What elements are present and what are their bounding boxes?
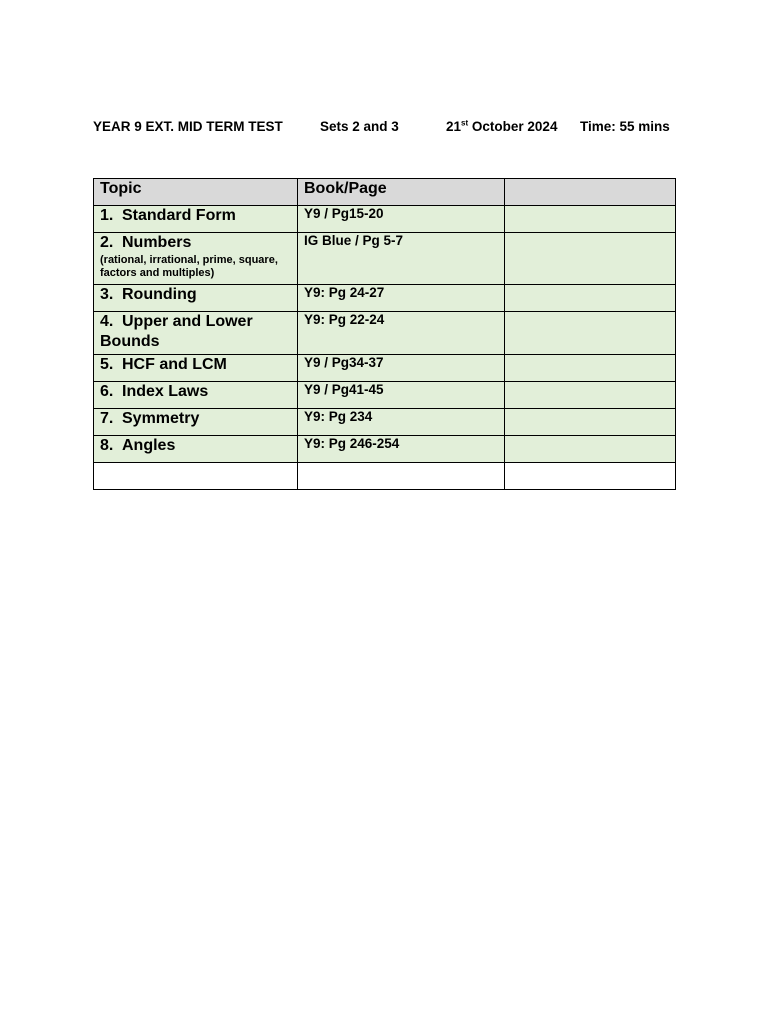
empty-cell xyxy=(505,436,676,463)
table-header-row xyxy=(94,179,676,206)
date-rest: October 2024 xyxy=(468,119,558,134)
topic-cell xyxy=(94,285,298,312)
topic-number: 3. xyxy=(100,286,114,303)
test-time: Time: 55 mins xyxy=(580,119,670,134)
column-header-book-page: Book/Page xyxy=(298,179,505,206)
empty-cell xyxy=(505,463,676,490)
topic-cell xyxy=(94,312,298,355)
test-date xyxy=(446,119,557,134)
date-suffix: st xyxy=(461,118,469,128)
empty-cell xyxy=(505,355,676,382)
book-page-cell: Y9: Pg 234 xyxy=(298,409,505,436)
table-row xyxy=(94,285,676,312)
empty-cell xyxy=(505,312,676,355)
book-page-cell: IG Blue / Pg 5-7 xyxy=(298,233,505,285)
topic-number: 5. xyxy=(100,356,114,373)
topic-name: Angles xyxy=(122,437,176,454)
test-sets: Sets 2 and 3 xyxy=(320,119,399,134)
empty-cell xyxy=(505,285,676,312)
topic-number: 2. xyxy=(100,234,114,251)
topic-cell xyxy=(94,382,298,409)
topic-name: Rounding xyxy=(122,286,197,303)
topic-number: 8. xyxy=(100,437,114,454)
table-row xyxy=(94,312,676,355)
book-page-cell: Y9 / Pg34-37 xyxy=(298,355,505,382)
topics-table xyxy=(93,178,676,490)
book-page-cell: Y9: Pg 24-27 xyxy=(298,285,505,312)
empty-cell xyxy=(505,206,676,233)
table-row xyxy=(94,206,676,233)
topic-number: 7. xyxy=(100,410,114,427)
topic-name: Index Laws xyxy=(122,383,209,400)
table-row xyxy=(94,382,676,409)
topic-cell xyxy=(94,409,298,436)
empty-cell xyxy=(505,233,676,285)
topic-name: Numbers xyxy=(122,234,192,251)
empty-cell xyxy=(505,409,676,436)
topic-cell xyxy=(94,355,298,382)
test-title: YEAR 9 EXT. MID TERM TEST xyxy=(93,119,283,134)
table-row xyxy=(94,233,676,285)
topic-cell xyxy=(94,436,298,463)
column-header-topic: Topic xyxy=(94,179,298,206)
table-row xyxy=(94,436,676,463)
topic-cell xyxy=(94,206,298,233)
book-page-cell: Y9: Pg 22-24 xyxy=(298,312,505,355)
table-row xyxy=(94,409,676,436)
book-page-cell: Y9: Pg 246-254 xyxy=(298,436,505,463)
empty-cell xyxy=(298,463,505,490)
table-row-blank xyxy=(94,463,676,490)
topic-cell xyxy=(94,233,298,285)
empty-cell xyxy=(94,463,298,490)
topic-name: Standard Form xyxy=(122,207,236,224)
topic-number: 6. xyxy=(100,383,114,400)
topic-note: (rational, irrational, prime, square, factors and multiples) xyxy=(100,254,278,279)
column-header-blank xyxy=(505,179,676,206)
topic-number: 4. xyxy=(100,313,114,330)
topic-number: 1. xyxy=(100,207,114,224)
book-page-cell: Y9 / Pg41-45 xyxy=(298,382,505,409)
empty-cell xyxy=(505,382,676,409)
topic-name: Upper and Lower Bounds xyxy=(100,313,253,350)
date-day: 21 xyxy=(446,119,462,134)
table-row xyxy=(94,355,676,382)
topic-name: Symmetry xyxy=(122,410,200,427)
book-page-cell: Y9 / Pg15-20 xyxy=(298,206,505,233)
topic-name: HCF and LCM xyxy=(122,356,227,373)
